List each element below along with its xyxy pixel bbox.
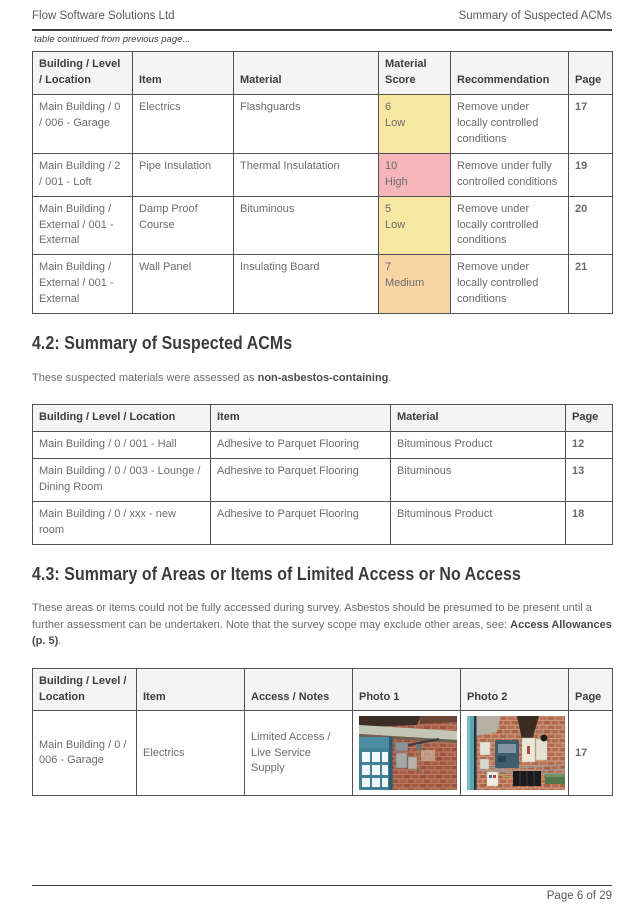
table-row	[33, 501, 613, 544]
score-value: 10	[385, 159, 398, 172]
score-label: High	[385, 175, 408, 188]
cell-location: Main Building / External / 001 - External	[33, 255, 133, 314]
score-label: Low	[385, 116, 406, 129]
cell-location: Main Building / External / 001 - External	[33, 196, 133, 255]
table-continuation-note: table continued from previous page...	[34, 34, 191, 45]
intro-paragraph-4-2: These suspected materials were assessed as non-asbestos-containing.	[32, 371, 392, 384]
table-row	[33, 153, 613, 196]
cell-material: Flashguards	[234, 94, 379, 153]
column-header-photo-1: Photo 1	[353, 668, 461, 711]
photo-2-image	[467, 716, 565, 790]
column-header-location: Building / Level / Location	[33, 405, 211, 432]
cell-material-score	[379, 94, 451, 153]
cell-material: Bituminous Product	[391, 432, 566, 459]
acm-summary-table	[32, 51, 613, 314]
cell-material: Bituminous Product	[391, 501, 566, 544]
footer-page-label: Page 6 of 29	[546, 890, 612, 902]
column-header-page: Page	[566, 405, 613, 432]
column-header-location: Building / Level / Location	[33, 52, 133, 95]
cell-page: 17	[569, 94, 613, 153]
cell-material: Bituminous	[234, 196, 379, 255]
score-label: Low	[385, 218, 406, 231]
column-header-page: Page	[569, 52, 613, 95]
cell-page: 12	[566, 432, 613, 459]
cell-photo-2	[461, 711, 569, 796]
cell-location: Main Building / 0 / 001 - Hall	[33, 432, 211, 459]
page-header	[32, 10, 612, 31]
column-header-item: Item	[211, 405, 391, 432]
cell-page: 19	[569, 153, 613, 196]
page-footer	[32, 885, 612, 902]
cell-page: 21	[569, 255, 613, 314]
score-value: 6	[385, 100, 392, 113]
access-table-header-row	[33, 668, 613, 711]
column-header-material: Material	[391, 405, 566, 432]
suspected-acms-table	[32, 404, 613, 545]
cell-location: Main Building / 2 / 001 - Loft	[33, 153, 133, 196]
cell-page: 13	[566, 458, 613, 501]
acm-table-header-row	[33, 52, 613, 95]
intro-paragraph-4-3: These areas or items could not be fully accessed during survey. Asbestos should be presumed to be present until a further assessment can be undertaken. Note that the survey scope may exclude other areas, see: Access Allowances (p. 5).	[32, 602, 612, 648]
column-header-material-score: Material Score	[379, 52, 451, 95]
suspected-table-header-row	[33, 405, 613, 432]
cell-item: Wall Panel	[133, 255, 234, 314]
cell-material-score	[379, 255, 451, 314]
score-value: 5	[385, 202, 392, 215]
cell-item: Electrics	[133, 94, 234, 153]
score-value: 7	[385, 261, 392, 274]
page-header-section: Summary of Suspected ACMs	[458, 10, 612, 22]
cell-item: Adhesive to Parquet Flooring	[211, 458, 391, 501]
column-header-recommendation: Recommendation	[451, 52, 569, 95]
column-header-access-notes: Access / Notes	[245, 668, 353, 711]
cell-location: Main Building / 0 / 006 - Garage	[33, 711, 137, 796]
cell-page: 18	[566, 501, 613, 544]
cell-material: Thermal Insulatation	[234, 153, 379, 196]
cell-recommendation: Remove under locally controlled conditions	[451, 196, 569, 255]
table-row	[33, 432, 613, 459]
cell-item: Adhesive to Parquet Flooring	[211, 501, 391, 544]
cell-location: Main Building / 0 / 003 - Lounge / Dining Room	[33, 458, 211, 501]
limited-access-table	[32, 668, 613, 797]
cell-page: 20	[569, 196, 613, 255]
table-row	[33, 94, 613, 153]
cell-item: Electrics	[137, 711, 245, 796]
cell-page: 17	[569, 711, 613, 796]
cell-location: Main Building / 0 / xxx - new room	[33, 501, 211, 544]
column-header-location: Building / Level / Location	[33, 668, 137, 711]
photo-1-image	[359, 716, 457, 790]
cell-material: Bituminous	[391, 458, 566, 501]
column-header-item: Item	[137, 668, 245, 711]
cell-access-notes: Limited Access / Live Service Supply	[245, 711, 353, 796]
cell-photo-1	[353, 711, 461, 796]
cell-recommendation: Remove under locally controlled conditions	[451, 94, 569, 153]
table-row	[33, 255, 613, 314]
table-row	[33, 711, 613, 796]
section-heading-4-2: 4.2: Summary of Suspected ACMs	[32, 332, 293, 354]
cell-material-score	[379, 196, 451, 255]
column-header-page: Page	[569, 668, 613, 711]
column-header-photo-2: Photo 2	[461, 668, 569, 711]
cell-item: Pipe Insulation	[133, 153, 234, 196]
cell-item: Adhesive to Parquet Flooring	[211, 432, 391, 459]
section-heading-4-3: 4.3: Summary of Areas or Items of Limited Access or No Access	[32, 562, 521, 584]
table-row	[33, 458, 613, 501]
score-label: Medium	[385, 277, 425, 290]
table-row	[33, 196, 613, 255]
page-header-company: Flow Software Solutions Ltd	[32, 10, 175, 22]
column-header-material: Material	[234, 52, 379, 95]
cell-item: Damp Proof Course	[133, 196, 234, 255]
column-header-item: Item	[133, 52, 234, 95]
cell-location: Main Building / 0 / 006 - Garage	[33, 94, 133, 153]
cell-material: Insulating Board	[234, 255, 379, 314]
cell-recommendation: Remove under locally controlled conditions	[451, 255, 569, 314]
cell-recommendation: Remove under fully controlled conditions	[451, 153, 569, 196]
cell-material-score	[379, 153, 451, 196]
